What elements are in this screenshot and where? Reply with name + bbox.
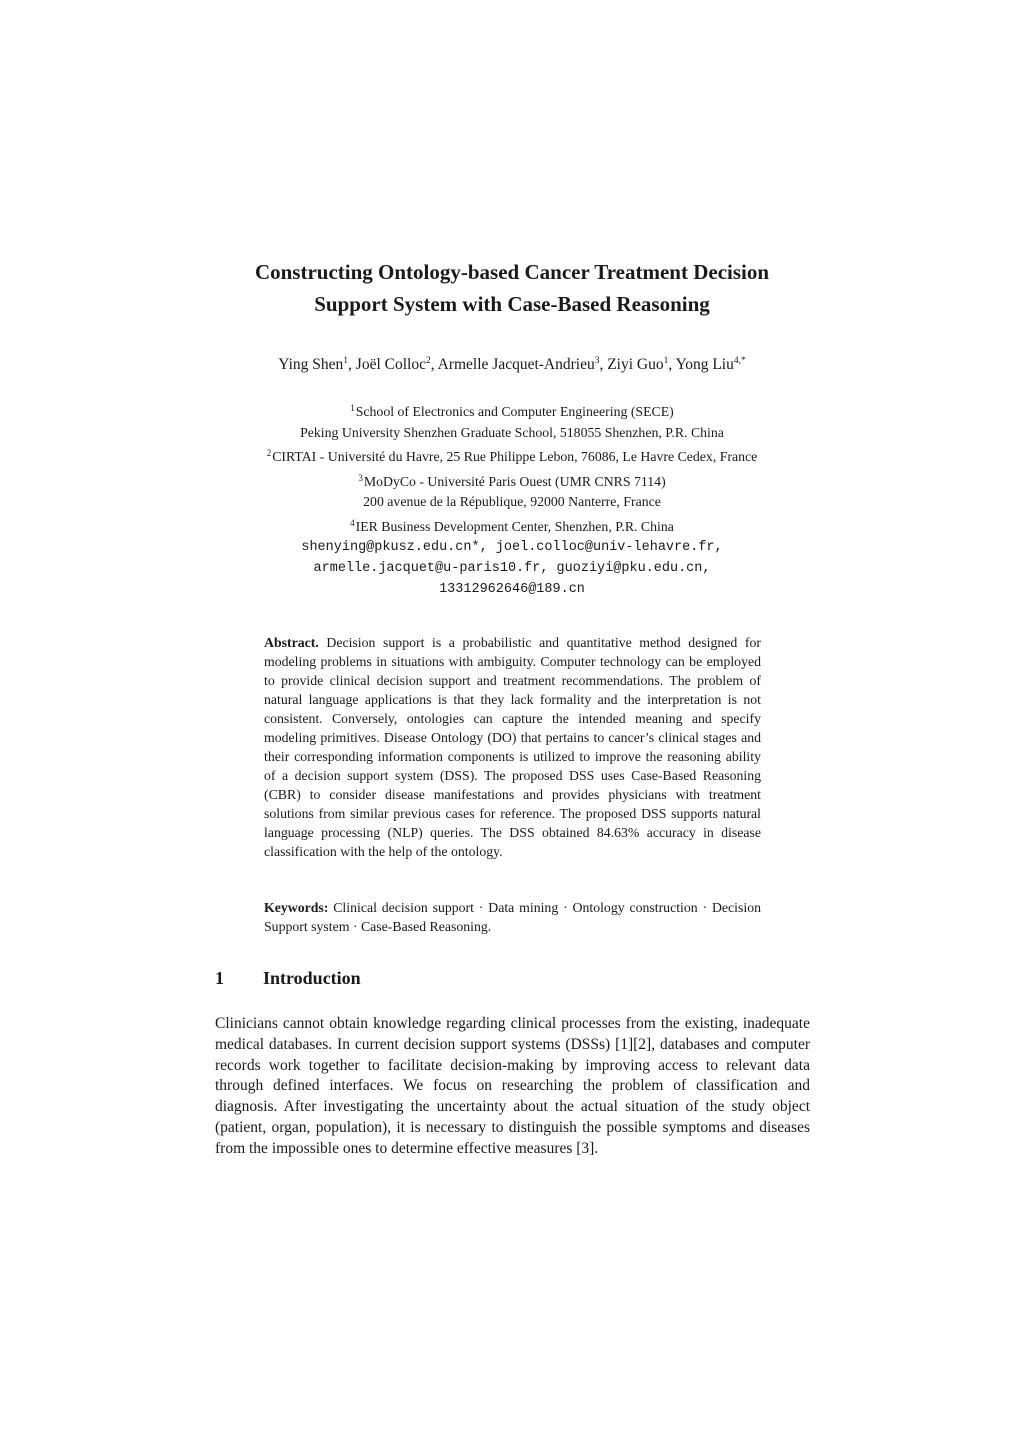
author-name: Yong Liu [675, 356, 734, 373]
author-name: Ziyi Guo [607, 356, 664, 373]
keywords-label: Keywords: [264, 900, 329, 915]
author-affil-sup: 3 [594, 356, 600, 366]
section-heading-introduction [215, 968, 361, 989]
affiliation-sup: 2 [266, 448, 272, 458]
title-line-2: Support System with Case-Based Reasoning [314, 292, 710, 316]
abstract [264, 633, 761, 861]
author-name: Ying Shen [278, 356, 344, 373]
affiliation-3-address: 200 avenue de la République, 92000 Nanterre, France [363, 494, 661, 509]
keywords-text: Clinical decision support · Data mining · Ontology construction · Decision Support system · Case-Based Reasoning. [264, 900, 761, 934]
paper-title [0, 256, 1024, 320]
affiliation-text: School of Electronics and Computer Engineering (SECE) [355, 404, 674, 419]
affiliation-3 [0, 468, 1024, 493]
affiliation-text: CIRTAI - Université du Havre, 25 Rue Philippe Lebon, 76086, Le Havre Cedex, France [272, 449, 758, 464]
email-line: shenying@pkusz.edu.cn*, joel.colloc@univ-lehavre.fr, [301, 540, 723, 555]
affiliation-1-address: Peking University Shenzhen Graduate School, 518055 Shenzhen, P.R. China [300, 424, 724, 440]
affiliation-sup: 4 [350, 517, 355, 528]
email-line: 13312962646@189.cn [439, 582, 585, 597]
email-line: armelle.jacquet@u-paris10.fr, guoziyi@pku.edu.cn, [313, 561, 711, 576]
author-affil-sup: 2 [425, 356, 431, 366]
author-affil-sup: 1 [663, 356, 669, 366]
section-title: Introduction [263, 968, 361, 988]
affiliation-1 [0, 398, 1024, 423]
title-line-1: Constructing Ontology-based Cancer Treatment Decision [254, 260, 770, 284]
affiliation-text: MoDyCo - Université Paris Ouest (UMR CNRS 7114) [363, 473, 666, 489]
affiliation-sup: 3 [358, 472, 363, 483]
abstract-label: Abstract. [264, 635, 319, 650]
author-name: Armelle Jacquet-Andrieu [437, 356, 595, 373]
affiliation-4 [0, 513, 1024, 538]
author-affil-sup: 1 [343, 356, 349, 366]
affiliation-2 [0, 443, 1024, 468]
affiliation-sup: 1 [350, 403, 355, 413]
author-list: Ying Shen$^1$, Joël Colloc$^2$, Armelle Jacquet-Andrieu$^3$, Ziyi Guo$^1$, Yong Liu$^{4,*}$ [278, 356, 746, 373]
author-name: Joël Colloc [355, 356, 426, 373]
author-affil-sup: 4,* [733, 356, 746, 366]
section-number: 1 [215, 968, 224, 988]
affiliation-text: IER Business Development Center, Shenzhen, P.R. China [355, 518, 674, 534]
introduction-paragraph: Clinicians cannot obtain knowledge regarding clinical processes from the existing, inadequate medical databases. In current decision support systems (DSSs) [1][2], databases and computer records work together to facilitate decision-making by improving access to relevant data through defined interfaces. We focus on researching the problem of classification and diagnosis. After investigating the uncertainty about the actual situation of the study object (patient, organ, population), it is necessary to distinguish the possible symptoms and diseases from the impossible ones to determine effective measures [3]. [215, 1015, 810, 1157]
keywords [264, 898, 761, 936]
abstract-text: Decision support is a probabilistic and quantitative method designed for modeling problems in situations with ambiguity. Computer technology can be employed to provide clinical decision support and treatment recommendations. The problem of natural language applications is that they lack formality and the interpretation is not consistent. Conversely, ontologies can capture the intended meaning and specify modeling primitives. Disease Ontology (DO) that pertains to cancer’s clinical stages and their corresponding information components is utilized to improve the reasoning ability of a decision support system (DSS). The proposed DSS uses Case-Based Reasoning (CBR) to consider disease manifestations and provides physicians with treatment solutions from similar previous cases for reference. The proposed DSS supports natural language processing (NLP) queries. The DSS obtained 84.63% accuracy in disease classification with the help of the ontology. [264, 635, 761, 859]
affiliations [0, 398, 1024, 600]
